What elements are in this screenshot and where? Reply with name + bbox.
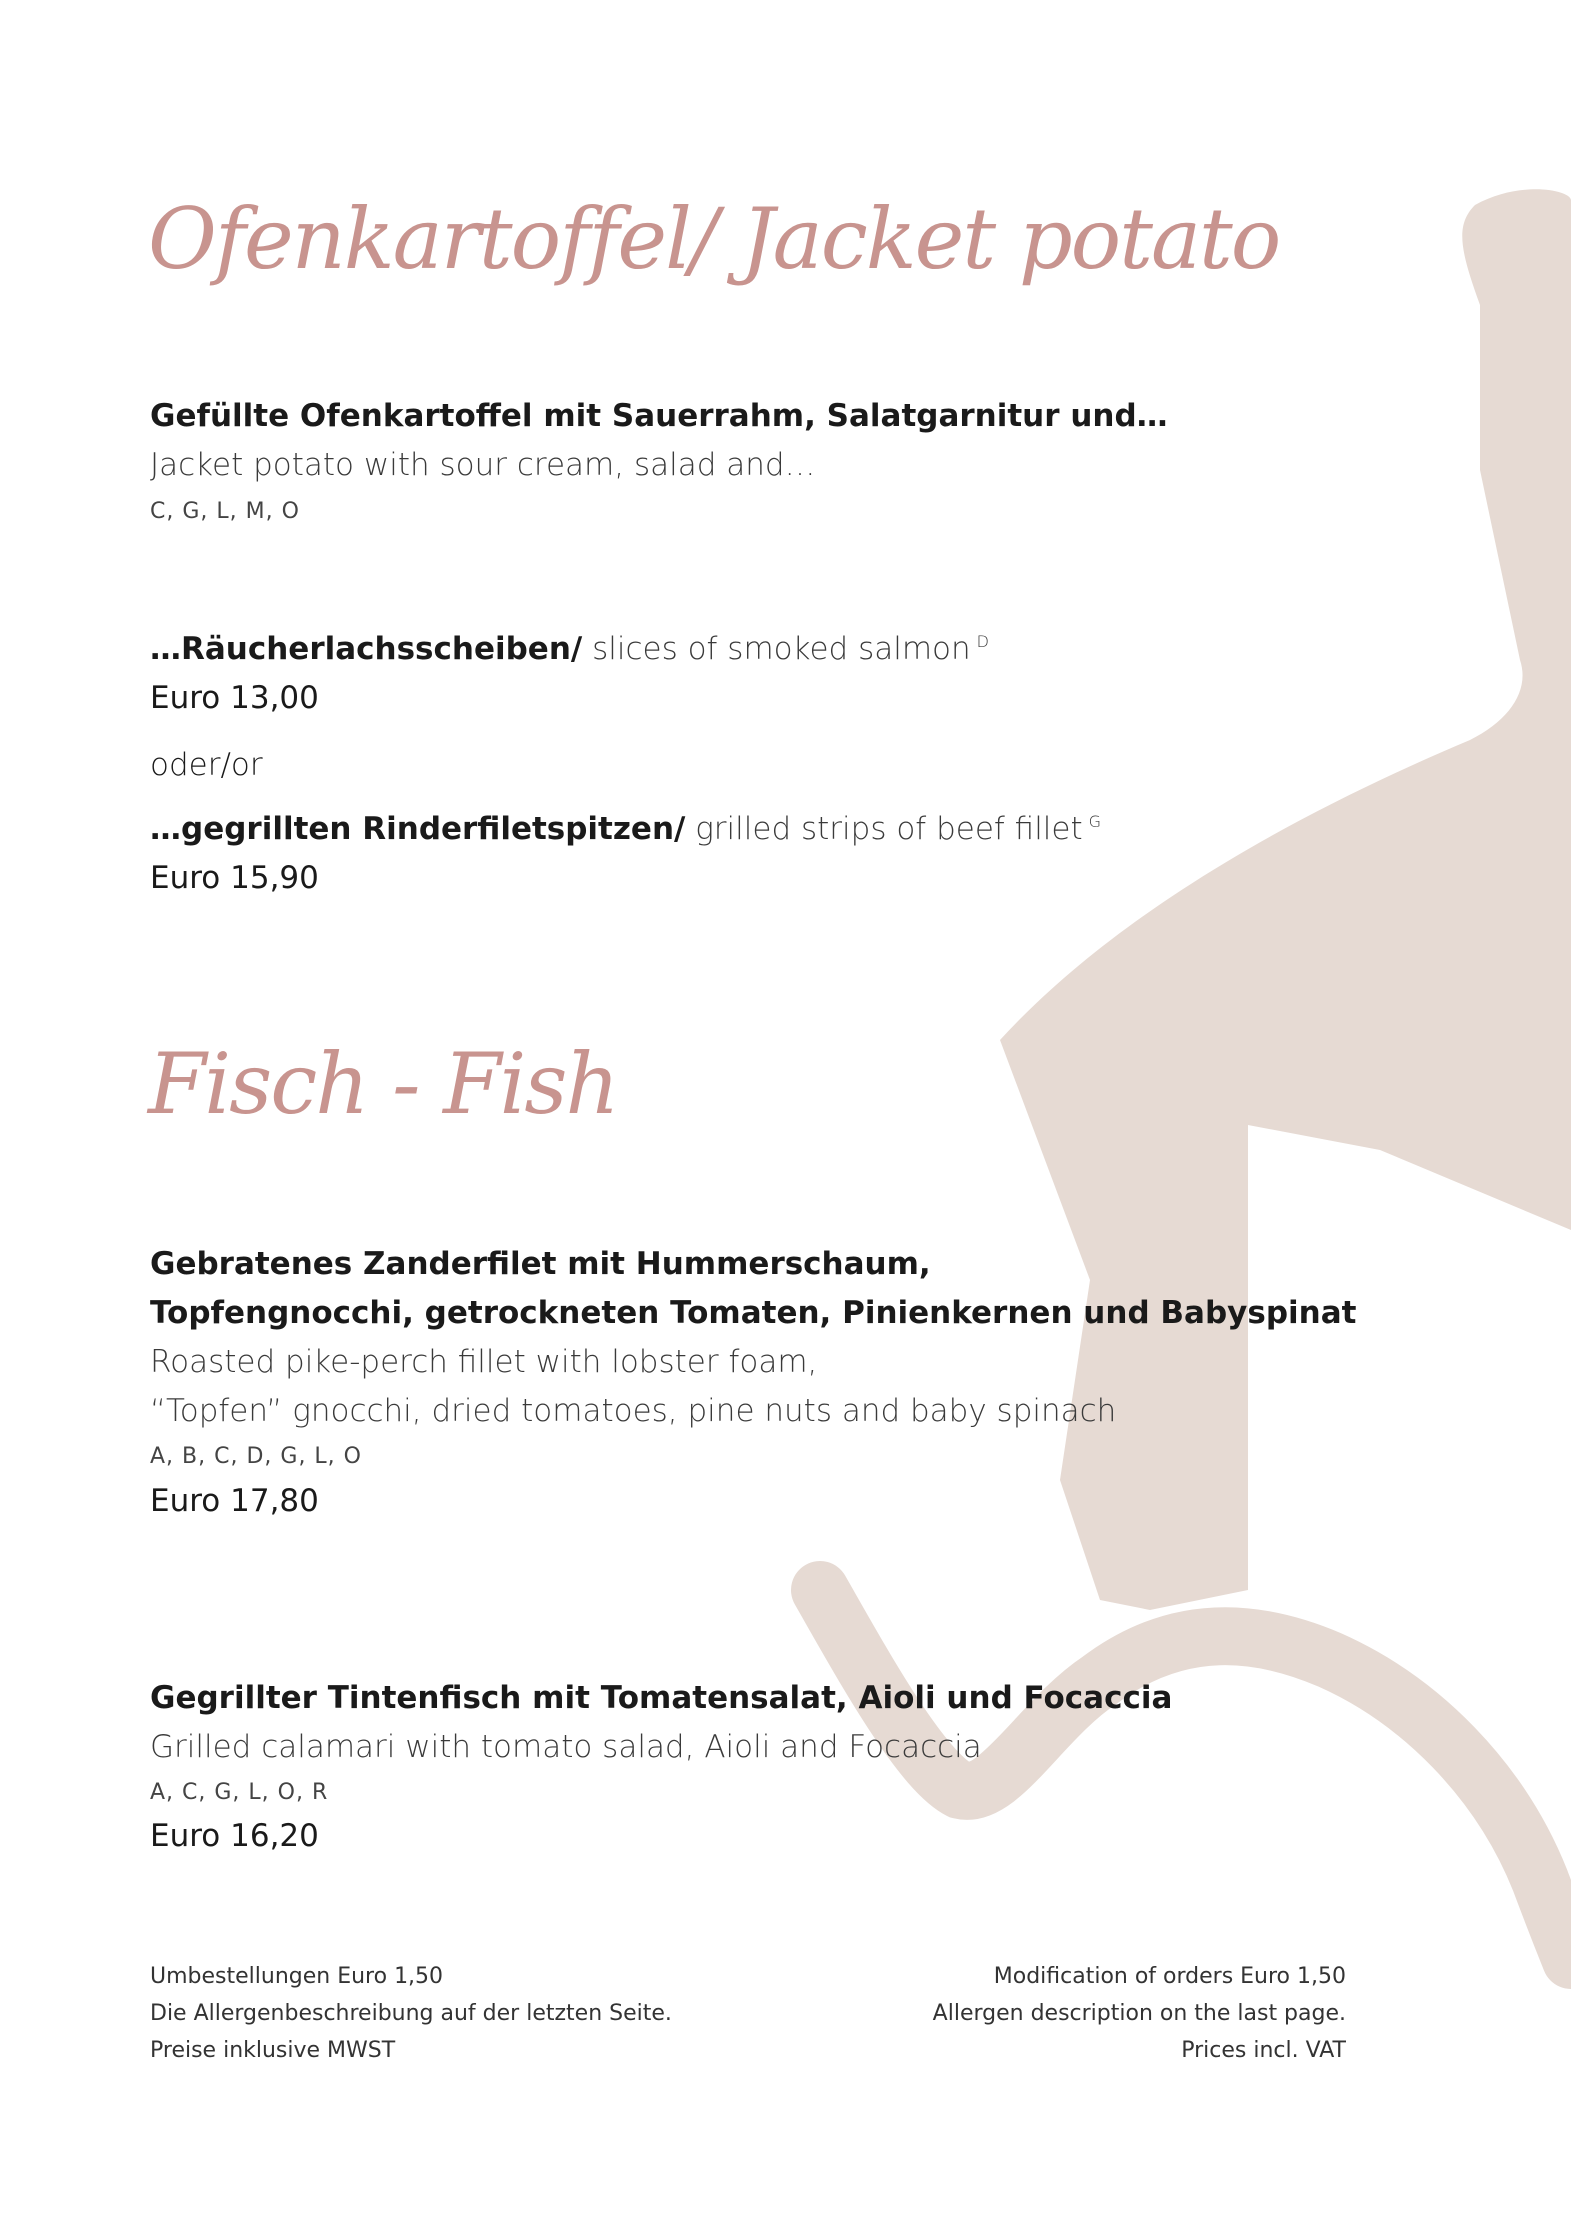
option-salmon-en: slices of smoked salmon [592, 631, 971, 667]
option-beef-price: Euro 15,90 [150, 860, 319, 896]
option-beef-en: grilled strips of beef fillet [695, 811, 1083, 847]
footer-de-line: Umbestellungen Euro 1,50 [150, 1964, 444, 1989]
footer-de-line: Die Allergenbeschreibung auf der letzten Seite. [150, 2001, 672, 2026]
fish-dish1-en-line1: Roasted pike-perch fillet with lobster foam, [150, 1344, 818, 1380]
section-heading-jacket-potato: Ofenkartoffel/ Jacket potato [148, 190, 1280, 288]
footer-notes-en [933, 1958, 1346, 2069]
fish-dish2-en: Grilled calamari with tomato salad, Aioli and Focaccia [150, 1729, 982, 1765]
dish-title-en: Jacket potato with sour cream, salad and… [150, 447, 816, 483]
option-salmon [150, 631, 989, 667]
or-separator: oder/or [150, 747, 263, 783]
footer-de-line: Preise inklusive MWST [150, 2038, 396, 2063]
option-salmon-allergen: D [976, 632, 989, 651]
footer-en-line: Allergen description on the last page. [932, 2001, 1346, 2026]
fish-dish2-de: Gegrillter Tintenfisch mit Tomatensalat, Aioli und Focaccia [150, 1680, 1173, 1716]
footer-en-line: Prices incl. VAT [1181, 2038, 1346, 2063]
option-beef-allergen: G [1088, 812, 1102, 831]
footer-en-line: Modification of orders Euro 1,50 [993, 1964, 1346, 1989]
section-heading-fish: Fisch - Fish [148, 1035, 618, 1133]
fish-dish1-allergens: A, B, C, D, G, L, O [150, 1444, 362, 1469]
allergen-codes: C, G, L, M, O [150, 499, 300, 524]
fish-dish1-price: Euro 17,80 [150, 1483, 319, 1519]
fish-dish1-en-line2: “Topfen” gnocchi, dried tomatoes, pine nuts and baby spinach [150, 1393, 1117, 1429]
footer-notes-de [150, 1958, 672, 2069]
option-beef [150, 811, 1101, 847]
fish-dish2-allergens: A, C, G, L, O, R [150, 1780, 329, 1805]
dish-title-de: Gefüllte Ofenkartoffel mit Sauerrahm, Salatgarnitur und… [150, 398, 1168, 434]
option-beef-de: …gegrillten Rinderfiletspitzen/ [150, 811, 686, 847]
fish-dish2-price: Euro 16,20 [150, 1818, 319, 1854]
option-salmon-price: Euro 13,00 [150, 680, 319, 716]
option-salmon-de: …Räucherlachsscheiben/ [150, 631, 583, 667]
fish-dish1-de-line2: Topfengnocchi, getrockneten Tomaten, Pinienkernen und Babyspinat [150, 1295, 1357, 1331]
fish-dish1-de-line1: Gebratenes Zanderfilet mit Hummerschaum, [150, 1246, 931, 1282]
